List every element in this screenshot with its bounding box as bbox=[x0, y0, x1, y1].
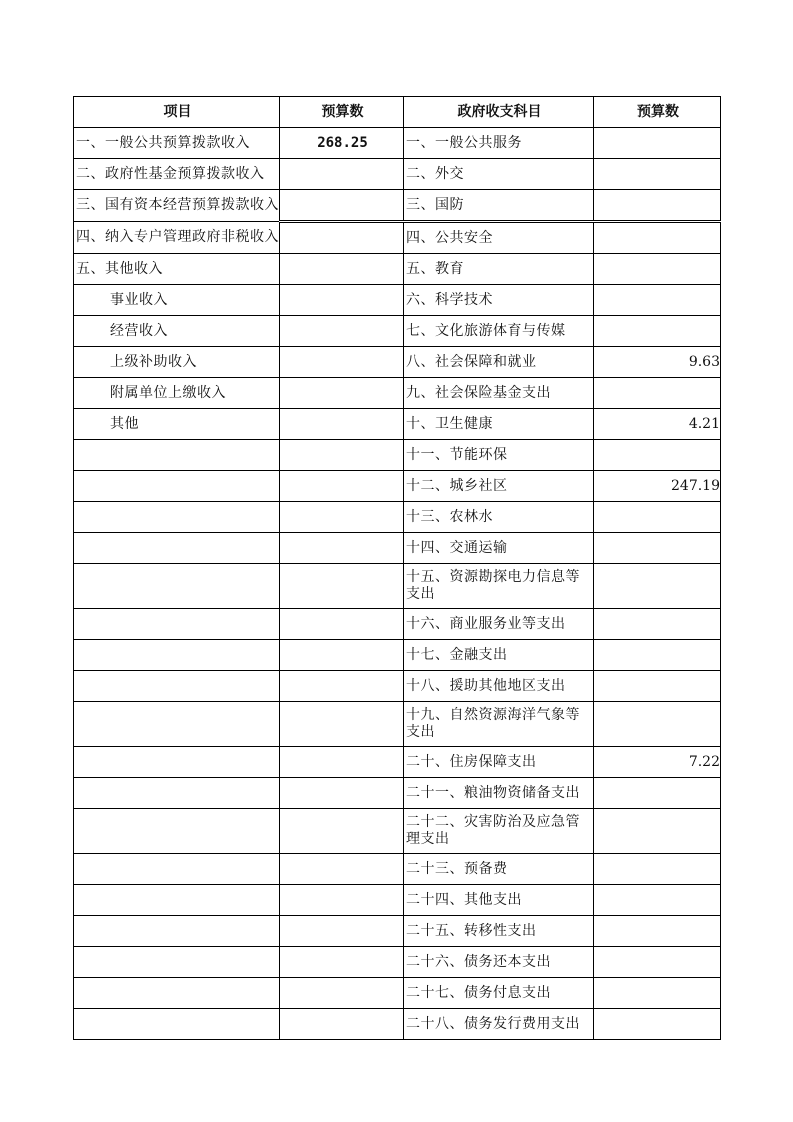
table-row bbox=[74, 978, 721, 1009]
revenue-item: 四、纳入专户管理政府非税收入 bbox=[74, 222, 280, 254]
revenue-amount bbox=[280, 533, 404, 564]
revenue-item bbox=[74, 947, 280, 978]
expense-subject: 四、公共安全 bbox=[404, 222, 594, 254]
expense-subject: 十四、交通运输 bbox=[404, 533, 594, 564]
table-row bbox=[74, 347, 721, 378]
revenue-item: 附属单位上缴收入 bbox=[74, 378, 280, 409]
table-row bbox=[74, 159, 721, 190]
revenue-amount bbox=[280, 809, 404, 854]
table-row bbox=[74, 128, 721, 159]
expense-amount bbox=[594, 809, 721, 854]
expense-subject: 十二、城乡社区 bbox=[404, 471, 594, 502]
table-row bbox=[74, 747, 721, 778]
revenue-item bbox=[74, 564, 280, 609]
expense-subject: 二十四、其他支出 bbox=[404, 885, 594, 916]
expense-amount bbox=[594, 609, 721, 640]
table-row bbox=[74, 564, 721, 609]
budget-table bbox=[73, 96, 721, 1040]
table-row bbox=[74, 885, 721, 916]
expense-amount bbox=[594, 378, 721, 409]
table-row bbox=[74, 316, 721, 347]
revenue-amount bbox=[280, 947, 404, 978]
revenue-item bbox=[74, 640, 280, 671]
expense-subject: 二十五、转移性支出 bbox=[404, 916, 594, 947]
header-subject: 政府收支科目 bbox=[404, 97, 594, 128]
table-row bbox=[74, 440, 721, 471]
table-row bbox=[74, 471, 721, 502]
revenue-item: 经营收入 bbox=[74, 316, 280, 347]
revenue-item bbox=[74, 609, 280, 640]
expense-amount bbox=[594, 885, 721, 916]
expense-subject: 十五、资源勘探电力信息等支出 bbox=[404, 564, 594, 609]
revenue-amount bbox=[280, 885, 404, 916]
revenue-amount bbox=[280, 190, 404, 222]
expense-subject: 三、国防 bbox=[404, 190, 594, 222]
expense-subject: 二十六、债务还本支出 bbox=[404, 947, 594, 978]
table-row bbox=[74, 222, 721, 254]
expense-amount bbox=[594, 128, 721, 159]
table-row bbox=[74, 502, 721, 533]
revenue-item: 其他 bbox=[74, 409, 280, 440]
revenue-amount bbox=[280, 502, 404, 533]
table-row bbox=[74, 609, 721, 640]
revenue-item: 二、政府性基金预算拨款收入 bbox=[74, 159, 280, 190]
expense-amount bbox=[594, 254, 721, 285]
header-budget-in: 预算数 bbox=[280, 97, 404, 128]
expense-amount bbox=[594, 316, 721, 347]
expense-subject: 二、外交 bbox=[404, 159, 594, 190]
expense-amount bbox=[594, 285, 721, 316]
revenue-item bbox=[74, 978, 280, 1009]
expense-subject: 二十三、预备费 bbox=[404, 854, 594, 885]
table-row bbox=[74, 1009, 721, 1040]
revenue-amount bbox=[280, 378, 404, 409]
revenue-item bbox=[74, 533, 280, 564]
revenue-amount: 268.25 bbox=[280, 128, 404, 159]
revenue-item bbox=[74, 702, 280, 747]
revenue-amount bbox=[280, 640, 404, 671]
revenue-item: 上级补助收入 bbox=[74, 347, 280, 378]
expense-amount bbox=[594, 854, 721, 885]
expense-amount bbox=[594, 1009, 721, 1040]
expense-amount bbox=[594, 978, 721, 1009]
expense-amount bbox=[594, 947, 721, 978]
revenue-item: 三、国有资本经营预算拨款收入 bbox=[74, 190, 280, 222]
expense-amount bbox=[594, 190, 721, 222]
revenue-item bbox=[74, 778, 280, 809]
expense-amount: 7.22 bbox=[594, 747, 721, 778]
table-row bbox=[74, 190, 721, 222]
revenue-item bbox=[74, 440, 280, 471]
table-row bbox=[74, 702, 721, 747]
expense-subject: 二十八、债务发行费用支出 bbox=[404, 1009, 594, 1040]
revenue-amount bbox=[280, 671, 404, 702]
revenue-item bbox=[74, 471, 280, 502]
table-row bbox=[74, 533, 721, 564]
table-row bbox=[74, 854, 721, 885]
expense-subject: 二十二、灾害防治及应急管理支出 bbox=[404, 809, 594, 854]
expense-amount bbox=[594, 778, 721, 809]
expense-amount bbox=[594, 564, 721, 609]
revenue-amount bbox=[280, 159, 404, 190]
revenue-item: 五、其他收入 bbox=[74, 254, 280, 285]
expense-amount bbox=[594, 533, 721, 564]
table-row bbox=[74, 640, 721, 671]
revenue-item bbox=[74, 809, 280, 854]
expense-subject: 五、教育 bbox=[404, 254, 594, 285]
revenue-item bbox=[74, 854, 280, 885]
table-row bbox=[74, 378, 721, 409]
revenue-amount bbox=[280, 440, 404, 471]
expense-amount: 247.19 bbox=[594, 471, 721, 502]
expense-amount bbox=[594, 671, 721, 702]
revenue-amount bbox=[280, 1009, 404, 1040]
expense-subject: 十一、节能环保 bbox=[404, 440, 594, 471]
revenue-item bbox=[74, 916, 280, 947]
table-row bbox=[74, 285, 721, 316]
expense-subject: 二十七、债务付息支出 bbox=[404, 978, 594, 1009]
expense-amount bbox=[594, 916, 721, 947]
table-row bbox=[74, 778, 721, 809]
expense-amount: 9.63 bbox=[594, 347, 721, 378]
revenue-amount bbox=[280, 254, 404, 285]
table-row bbox=[74, 809, 721, 854]
expense-subject: 一、一般公共服务 bbox=[404, 128, 594, 159]
revenue-amount bbox=[280, 778, 404, 809]
revenue-item bbox=[74, 502, 280, 533]
header-row bbox=[74, 97, 721, 128]
revenue-amount bbox=[280, 978, 404, 1009]
table-row bbox=[74, 254, 721, 285]
expense-subject: 二十一、粮油物资储备支出 bbox=[404, 778, 594, 809]
revenue-amount bbox=[280, 316, 404, 347]
revenue-item bbox=[74, 747, 280, 778]
revenue-amount bbox=[280, 409, 404, 440]
revenue-amount bbox=[280, 347, 404, 378]
expense-subject: 十七、金融支出 bbox=[404, 640, 594, 671]
expense-subject: 十、卫生健康 bbox=[404, 409, 594, 440]
revenue-amount bbox=[280, 471, 404, 502]
revenue-amount bbox=[280, 916, 404, 947]
revenue-amount bbox=[280, 285, 404, 316]
revenue-amount bbox=[280, 222, 404, 254]
table-row bbox=[74, 947, 721, 978]
expense-amount bbox=[594, 640, 721, 671]
expense-subject: 九、社会保险基金支出 bbox=[404, 378, 594, 409]
expense-amount bbox=[594, 702, 721, 747]
expense-amount bbox=[594, 502, 721, 533]
revenue-item bbox=[74, 1009, 280, 1040]
header-item: 项目 bbox=[74, 97, 280, 128]
expense-subject: 二十、住房保障支出 bbox=[404, 747, 594, 778]
table-row bbox=[74, 671, 721, 702]
expense-subject: 十三、农林水 bbox=[404, 502, 594, 533]
expense-amount bbox=[594, 222, 721, 254]
expense-subject: 八、社会保障和就业 bbox=[404, 347, 594, 378]
revenue-item bbox=[74, 671, 280, 702]
expense-amount: 4.21 bbox=[594, 409, 721, 440]
expense-subject: 十八、援助其他地区支出 bbox=[404, 671, 594, 702]
revenue-amount bbox=[280, 564, 404, 609]
table-row bbox=[74, 409, 721, 440]
revenue-item: 一、一般公共预算拨款收入 bbox=[74, 128, 280, 159]
expense-amount bbox=[594, 159, 721, 190]
expense-amount bbox=[594, 440, 721, 471]
expense-subject: 十六、商业服务业等支出 bbox=[404, 609, 594, 640]
revenue-item bbox=[74, 885, 280, 916]
revenue-item: 事业收入 bbox=[74, 285, 280, 316]
expense-subject: 六、科学技术 bbox=[404, 285, 594, 316]
header-budget-out: 预算数 bbox=[594, 97, 721, 128]
revenue-amount bbox=[280, 702, 404, 747]
revenue-amount bbox=[280, 609, 404, 640]
expense-subject: 十九、自然资源海洋气象等支出 bbox=[404, 702, 594, 747]
table-row bbox=[74, 916, 721, 947]
expense-subject: 七、文化旅游体育与传媒 bbox=[404, 316, 594, 347]
revenue-amount bbox=[280, 854, 404, 885]
revenue-amount bbox=[280, 747, 404, 778]
